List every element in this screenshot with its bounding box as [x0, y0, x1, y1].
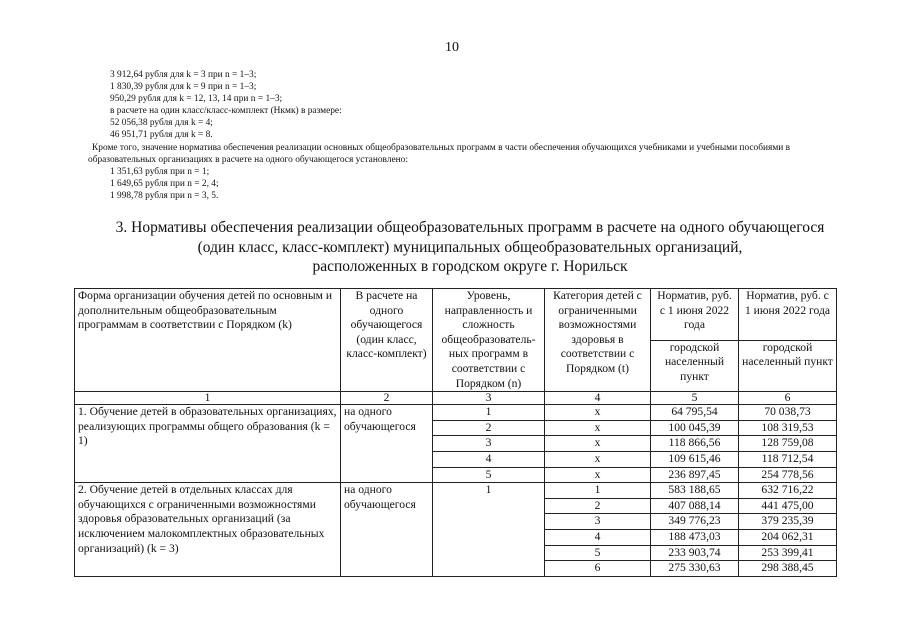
cell-category: 2: [545, 498, 651, 514]
cell-category: 4: [545, 529, 651, 545]
intro-text: [88, 69, 870, 202]
intro-line: 1 830,39 рубля для k = 9 при n = 1–3;: [110, 82, 257, 93]
cell-normative-2: 70 038,73: [739, 405, 837, 421]
header-normative-1: Норматив, руб. с 1 июня 2022 года: [651, 289, 739, 341]
page-number: 10: [445, 40, 459, 55]
cell-normative-2: 118 712,54: [739, 451, 837, 467]
intro-line: 52 056,38 рубля для k = 4;: [110, 118, 213, 129]
cell-normative-1: 236 897,45: [651, 467, 739, 483]
table-row: [75, 483, 837, 499]
cell-normative-2: 253 399,41: [739, 545, 837, 561]
cell-category: 6: [545, 561, 651, 577]
column-numbers-row: [75, 392, 837, 405]
section-heading-line: 3. Нормативы обеспечения реализации общеобразовательных программ в расчете на одного обучающегося: [115, 219, 825, 236]
cell-normative-2: 254 778,56: [739, 467, 837, 483]
header-category: Категория детей с ограниченными возможностями здоровья в соответствии с Порядком (t): [545, 289, 651, 392]
column-number: 1: [75, 392, 341, 405]
group2-form: 2. Обучение детей в отдельных классах для обучающихся с ограниченными возможностями здоровья образовательных организаций (за исключением малокомплектных образовательных организаций) (k = 3): [75, 483, 341, 577]
cell-level: 1: [433, 405, 545, 421]
cell-category: х: [545, 436, 651, 452]
cell-normative-1: 349 776,23: [651, 514, 739, 530]
column-number: 4: [545, 392, 651, 405]
section-heading-line: (один класс, класс-комплект) муниципальных общеобразовательных организаций,: [197, 238, 743, 256]
group2-basis: на одного обучающегося: [341, 483, 433, 577]
cell-normative-2: 632 716,22: [739, 483, 837, 499]
cell-level: 5: [433, 467, 545, 483]
header-form: Форма организации обучения детей по основным и дополнительным общеобразовательным программам в соответствии с Порядком (k): [75, 289, 341, 392]
table-header-row: [75, 289, 837, 341]
after-line: 1 998,78 рубля при n = 3, 5.: [110, 190, 219, 201]
group2-level: 1: [433, 483, 545, 577]
column-number: 3: [433, 392, 545, 405]
intro-line: в расчете на один класс/класс-комплект (Нкмк) в размере:: [110, 106, 342, 117]
cell-category: 1: [545, 483, 651, 499]
cell-category: х: [545, 467, 651, 483]
intro-line: 950,29 рубля для k = 12, 13, 14 при n = 1–3;: [110, 94, 283, 105]
section-heading: [110, 218, 830, 277]
cell-category: х: [545, 451, 651, 467]
normatives-table: [74, 288, 837, 577]
header-basis: В расчете на одного обучающегося (один класс, класс-комплект): [341, 289, 433, 392]
cell-normative-2: 108 319,53: [739, 420, 837, 436]
header-settlement-2: городской населенный пункт: [739, 340, 837, 392]
after-line: 1 351,63 рубля при n = 1;: [110, 166, 210, 177]
cell-normative-1: 275 330,63: [651, 561, 739, 577]
cell-category: х: [545, 405, 651, 421]
after-line: 1 649,65 рубля при n = 2, 4;: [110, 178, 219, 189]
cell-normative-2: 128 759,08: [739, 436, 837, 452]
cell-normative-1: 118 866,56: [651, 436, 739, 452]
cell-category: х: [545, 420, 651, 436]
group1-form: 1. Обучение детей в образовательных организациях, реализующих программы общего образования (k = 1): [75, 405, 341, 483]
column-number: 5: [651, 392, 739, 405]
column-number: 2: [341, 392, 433, 405]
cell-normative-2: 441 475,00: [739, 498, 837, 514]
intro-line: 46 951,71 рубля для k = 8.: [110, 130, 213, 141]
cell-normative-1: 188 473,03: [651, 529, 739, 545]
cell-level: 3: [433, 436, 545, 452]
cell-category: 5: [545, 545, 651, 561]
cell-normative-2: 379 235,39: [739, 514, 837, 530]
cell-level: 4: [433, 451, 545, 467]
cell-normative-1: 583 188,65: [651, 483, 739, 499]
cell-normative-1: 407 088,14: [651, 498, 739, 514]
cell-normative-1: 64 795,54: [651, 405, 739, 421]
header-level: Уровень, направленность и сложность общеобразователь-ных программ в соответствии с Порядком (n): [433, 289, 545, 392]
column-number: 6: [739, 392, 837, 405]
section-heading-line: расположенных в городском округе г. Норильск: [312, 258, 628, 275]
header-normative-2: Норматив, руб. с 1 июня 2022 года: [739, 289, 837, 341]
cell-category: 3: [545, 514, 651, 530]
table-row: [75, 405, 837, 421]
intro-line: 3 912,64 рубля для k = 3 при n = 1–3;: [110, 70, 257, 80]
cell-level: 2: [433, 420, 545, 436]
cell-normative-2: 298 388,45: [739, 561, 837, 577]
group1-basis: на одного обучающегося: [341, 405, 433, 483]
header-settlement-1: городской населенный пункт: [651, 340, 739, 392]
cell-normative-1: 109 615,46: [651, 451, 739, 467]
cell-normative-1: 233 903,74: [651, 545, 739, 561]
textbook-paragraph: Кроме того, значение норматива обеспечения реализации основных общеобразовательных программ в части обеспечения обучающихся учебниками и учебными пособиями в образовательных организациях в расчете на одного обучающегося установлено:: [88, 142, 791, 165]
cell-normative-2: 204 062,31: [739, 529, 837, 545]
cell-normative-1: 100 045,39: [651, 420, 739, 436]
